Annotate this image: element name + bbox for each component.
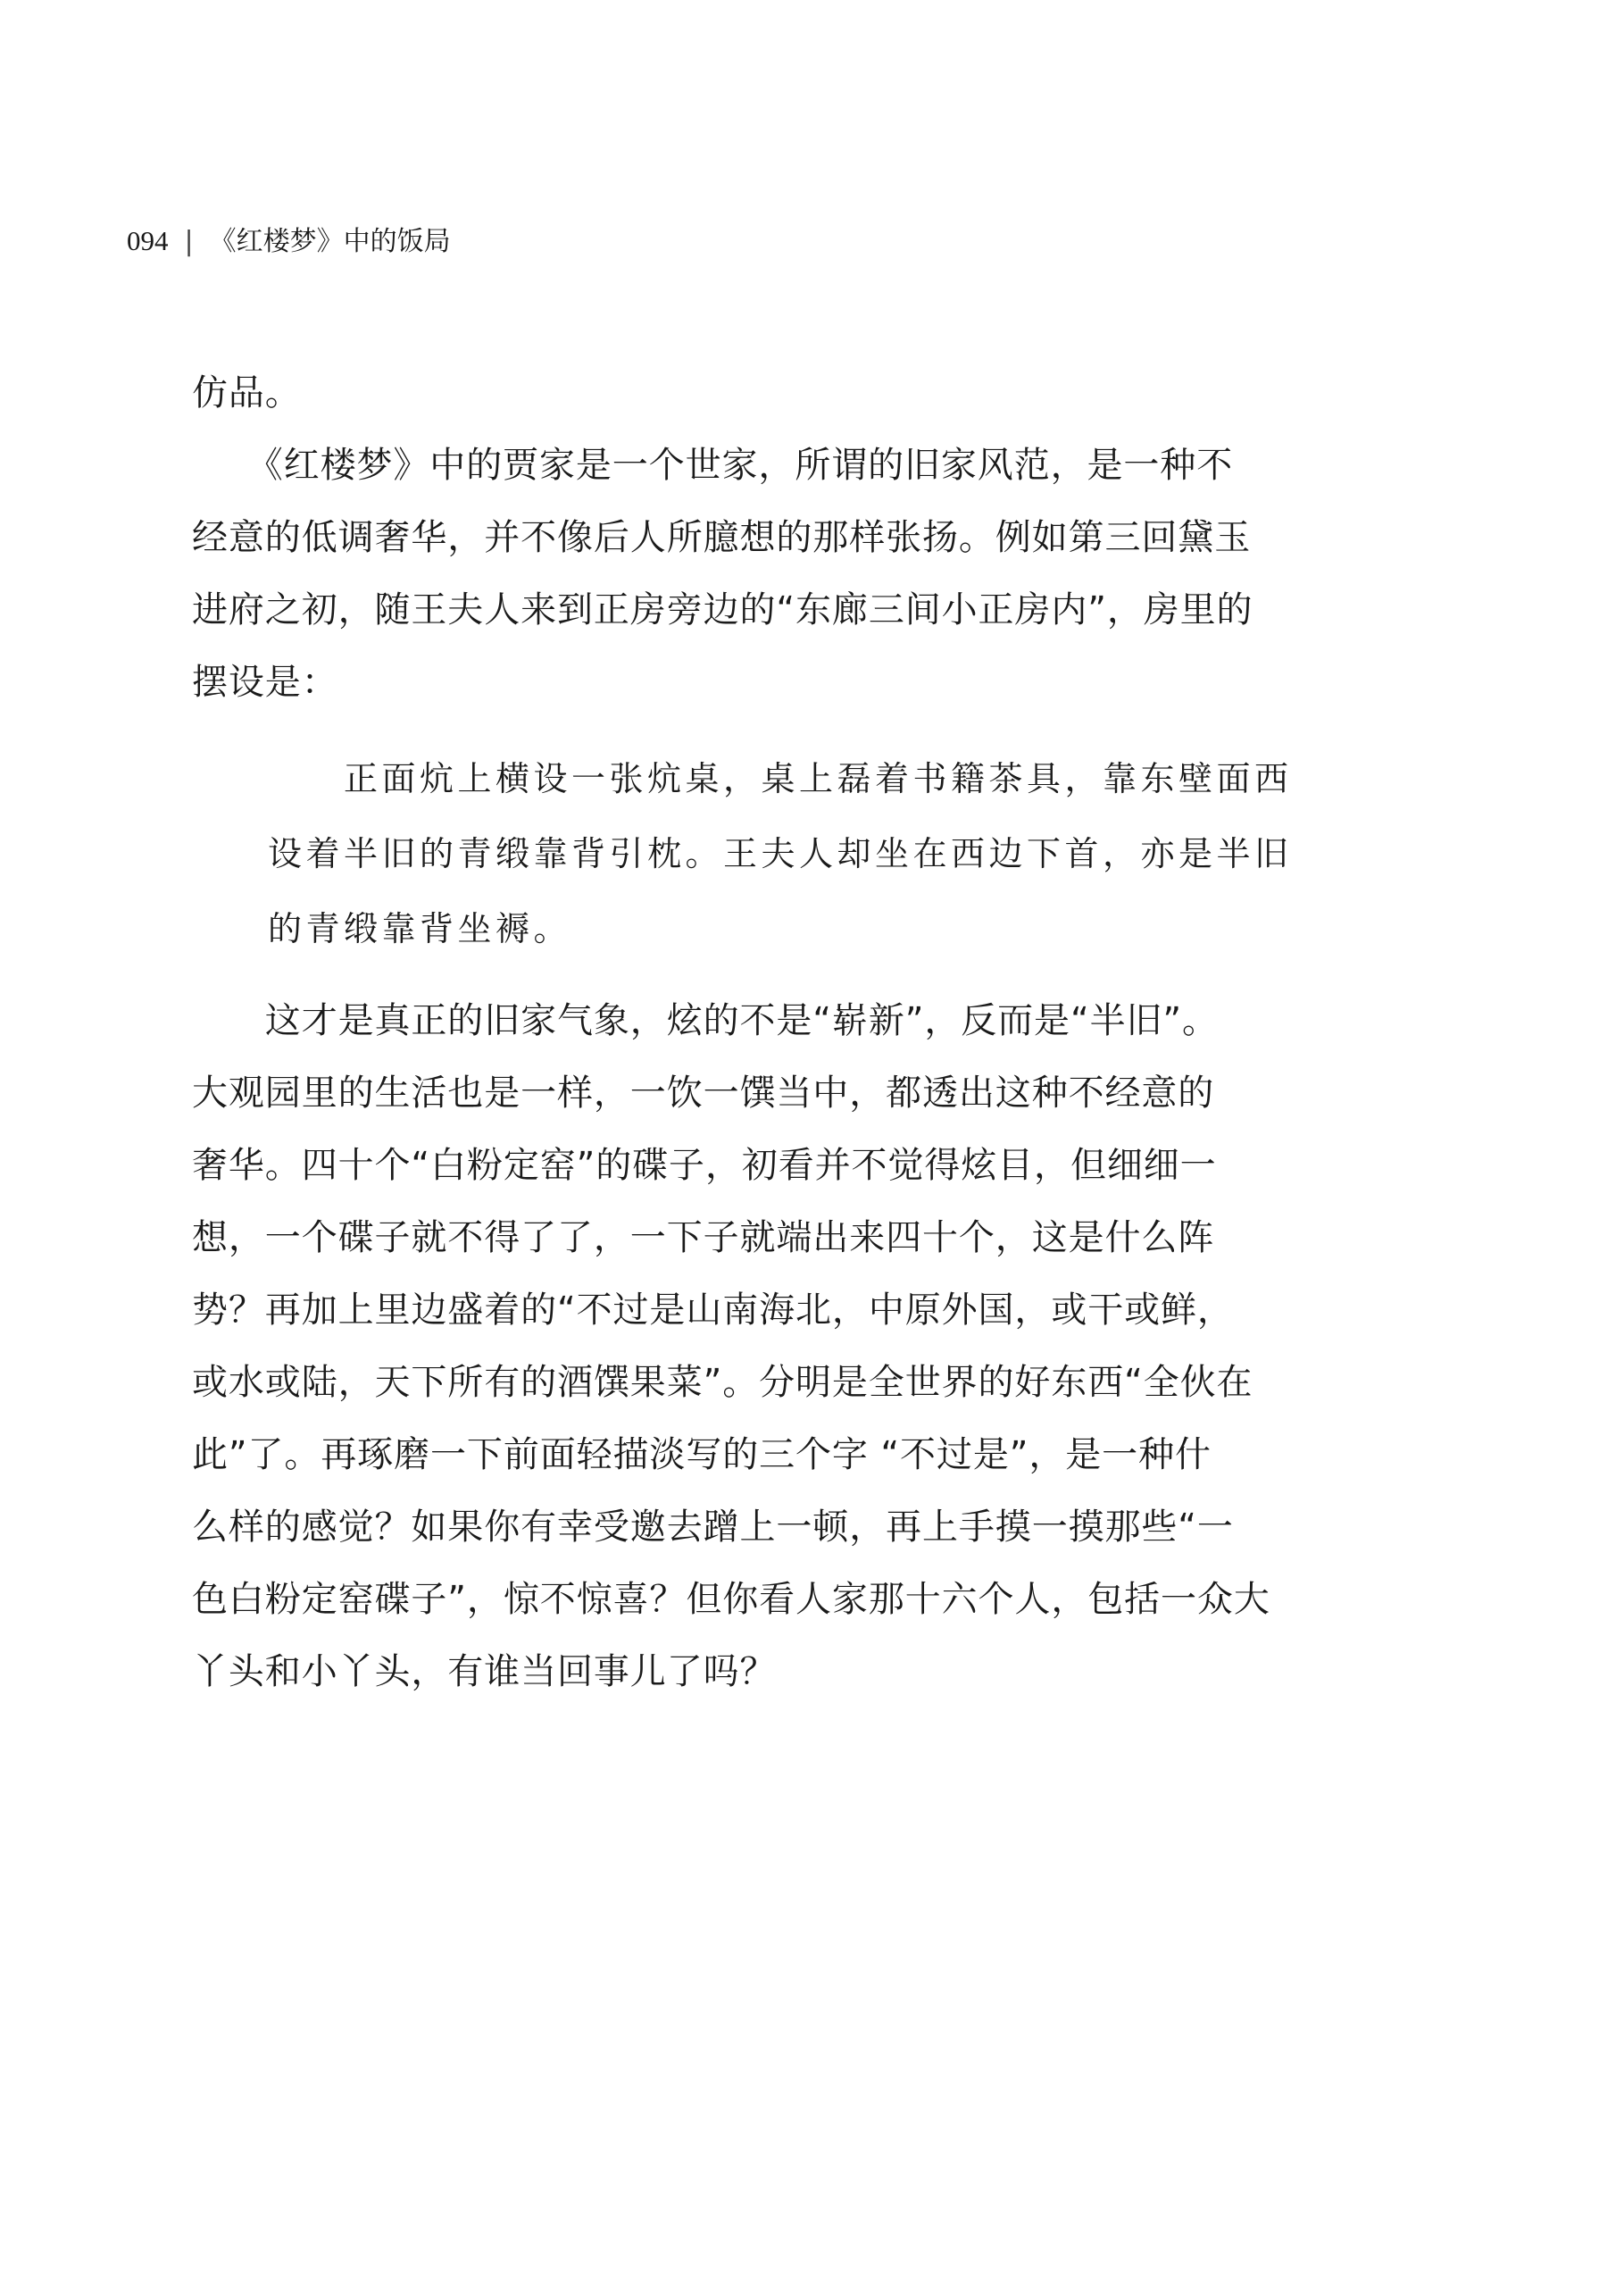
text-line: 经意的低调奢华，并不像后人所臆想的那样张扬。例如第三回黛玉 bbox=[192, 517, 1252, 558]
page-number: 094 bbox=[127, 225, 169, 256]
paragraph-jia-family bbox=[192, 430, 1263, 719]
running-header bbox=[127, 221, 451, 262]
text-line: 丫头和小丫头，有谁当回事儿了吗？ bbox=[192, 1651, 777, 1692]
text-line: 么样的感觉？如果你有幸受邀去蹭上一顿，再上手摸一摸那些“一 bbox=[192, 1507, 1234, 1548]
quote-line: 正面炕上横设一张炕桌，桌上磊着书籍茶具，靠东壁面西 bbox=[268, 759, 1293, 798]
text-line: 奢华。四十个“白粉定窑”的碟子，初看并不觉得炫目，但细细一 bbox=[192, 1145, 1217, 1186]
text-line: 《红楼梦》中的贾家是一个世家，所谓的旧家风范，是一种不 bbox=[192, 445, 1234, 486]
text-line: 进府之初，随王夫人来到正房旁边的“东廊三间小正房内”，房里的 bbox=[192, 589, 1253, 630]
text-line: 这才是真正的旧家气象，炫的不是“崭新”，反而是“半旧”。 bbox=[192, 1000, 1219, 1041]
quote-line: 的青缎靠背坐褥。 bbox=[268, 909, 572, 948]
paragraph-old-family-style bbox=[192, 985, 1270, 1708]
text-line: 或水或陆，天下所有的酒馔果菜”。分明是全世界的好东西“全伙在 bbox=[192, 1362, 1253, 1403]
quote-line: 设着半旧的青缎靠背引枕。王夫人却坐在西边下首，亦是半旧 bbox=[268, 834, 1293, 873]
text-line: 此”了。再琢磨一下前面轻描淡写的三个字 “不过是”，是一种什 bbox=[192, 1434, 1212, 1475]
text-line: 势？再加上里边盛着的“不过是山南海北，中原外国，或干或鲜， bbox=[192, 1290, 1234, 1331]
text-line: 色白粉定窑碟子”，惊不惊喜？但你看人家那十六个人，包括一众大 bbox=[192, 1579, 1270, 1620]
paragraph-continuation bbox=[192, 357, 1263, 430]
header-separator: | bbox=[184, 226, 194, 257]
text-line: 仿品。 bbox=[192, 372, 302, 413]
text-line: 大观园里的生活也是一样，一饮一馔当中，都透出这种不经意的 bbox=[192, 1073, 1215, 1114]
text-line: 想，一个碟子就不得了了，一下子就端出来四十个，这是什么阵 bbox=[192, 1217, 1215, 1258]
block-quote bbox=[268, 741, 1293, 966]
book-title: 《红楼梦》中的饭局 bbox=[209, 226, 451, 257]
text-line: 摆设是： bbox=[192, 662, 338, 703]
